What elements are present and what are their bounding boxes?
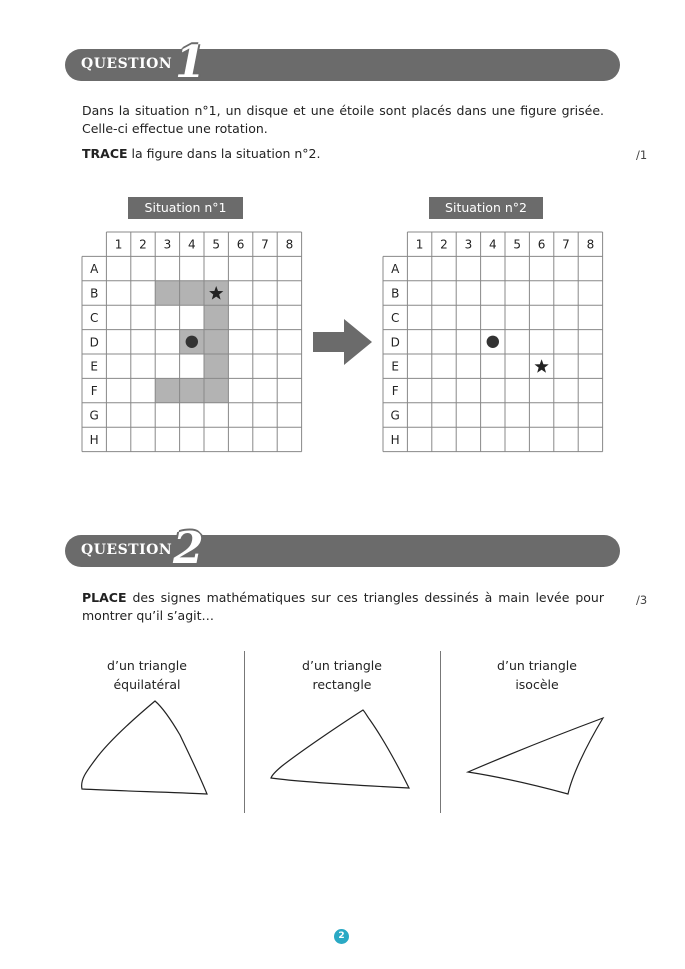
triangle-equilateral bbox=[82, 701, 207, 794]
question-1-instruction-verb: TRACE bbox=[82, 146, 128, 161]
column-header: 5 bbox=[212, 237, 221, 252]
row-header: A bbox=[90, 262, 99, 277]
row-header: B bbox=[391, 286, 400, 301]
column-header: 4 bbox=[488, 237, 497, 252]
row-header: H bbox=[89, 432, 99, 447]
question-2-number: 2 bbox=[173, 523, 204, 574]
column-header: 8 bbox=[285, 237, 294, 252]
column-header: 3 bbox=[163, 237, 172, 252]
row-header: F bbox=[391, 384, 399, 399]
column-header: 1 bbox=[114, 237, 123, 252]
row-header: D bbox=[89, 335, 99, 350]
question-1-label: QUESTION bbox=[81, 56, 173, 72]
triangle-label-type: isocèle bbox=[515, 677, 559, 692]
question-2-score: /3 bbox=[636, 593, 648, 607]
column-header: 2 bbox=[139, 237, 147, 252]
question-1-text: Dans la situation n°1, un disque et une étoile sont placés dans une figure grisée. Celle-ci effectue une rotation. bbox=[82, 103, 604, 136]
triangle-right bbox=[271, 710, 409, 788]
column-header: 7 bbox=[562, 237, 570, 252]
row-header: E bbox=[391, 359, 399, 374]
triangle-label-line: d’un triangle bbox=[107, 658, 187, 673]
situation-2-label: Situation n°2 bbox=[429, 197, 543, 219]
column-header: 6 bbox=[236, 237, 245, 252]
column-header: 7 bbox=[261, 237, 269, 252]
row-header: G bbox=[390, 408, 400, 423]
question-2-label: QUESTION bbox=[81, 542, 173, 558]
row-header: A bbox=[391, 262, 400, 277]
column-header: 5 bbox=[513, 237, 522, 252]
triangle-label-type: rectangle bbox=[312, 677, 372, 692]
question-2-instruction-rest: des signes mathématiques sur ces triangles dessinés à main levée pour montrer qu’il s’agit… bbox=[82, 590, 604, 623]
triangle-label-line: d’un triangle bbox=[302, 658, 382, 673]
column-header: 4 bbox=[187, 237, 196, 252]
row-header: C bbox=[391, 310, 400, 325]
triangle-label-line: d’un triangle bbox=[497, 658, 577, 673]
column-header: 1 bbox=[415, 237, 424, 252]
row-header: H bbox=[390, 432, 400, 447]
row-header: E bbox=[90, 359, 98, 374]
column-header: 8 bbox=[586, 237, 595, 252]
question-1-score: /1 bbox=[636, 148, 648, 162]
question-2-instruction-verb: PLACE bbox=[82, 590, 127, 605]
row-header: F bbox=[90, 384, 98, 399]
column-header: 3 bbox=[464, 237, 473, 252]
column-header: 6 bbox=[537, 237, 546, 252]
page-number-badge: 2 bbox=[334, 929, 349, 944]
triangle-isosceles bbox=[468, 718, 603, 794]
column-header: 2 bbox=[440, 237, 448, 252]
question-1-instruction-rest: la figure dans la situation n°2. bbox=[127, 146, 321, 161]
triangle-label-type: équilatéral bbox=[113, 677, 181, 692]
situation-1-label: Situation n°1 bbox=[128, 197, 243, 219]
row-header: B bbox=[90, 286, 99, 301]
row-header: G bbox=[89, 408, 99, 423]
row-header: C bbox=[90, 310, 99, 325]
row-header: D bbox=[390, 335, 400, 350]
question-1-number: 1 bbox=[175, 37, 206, 88]
